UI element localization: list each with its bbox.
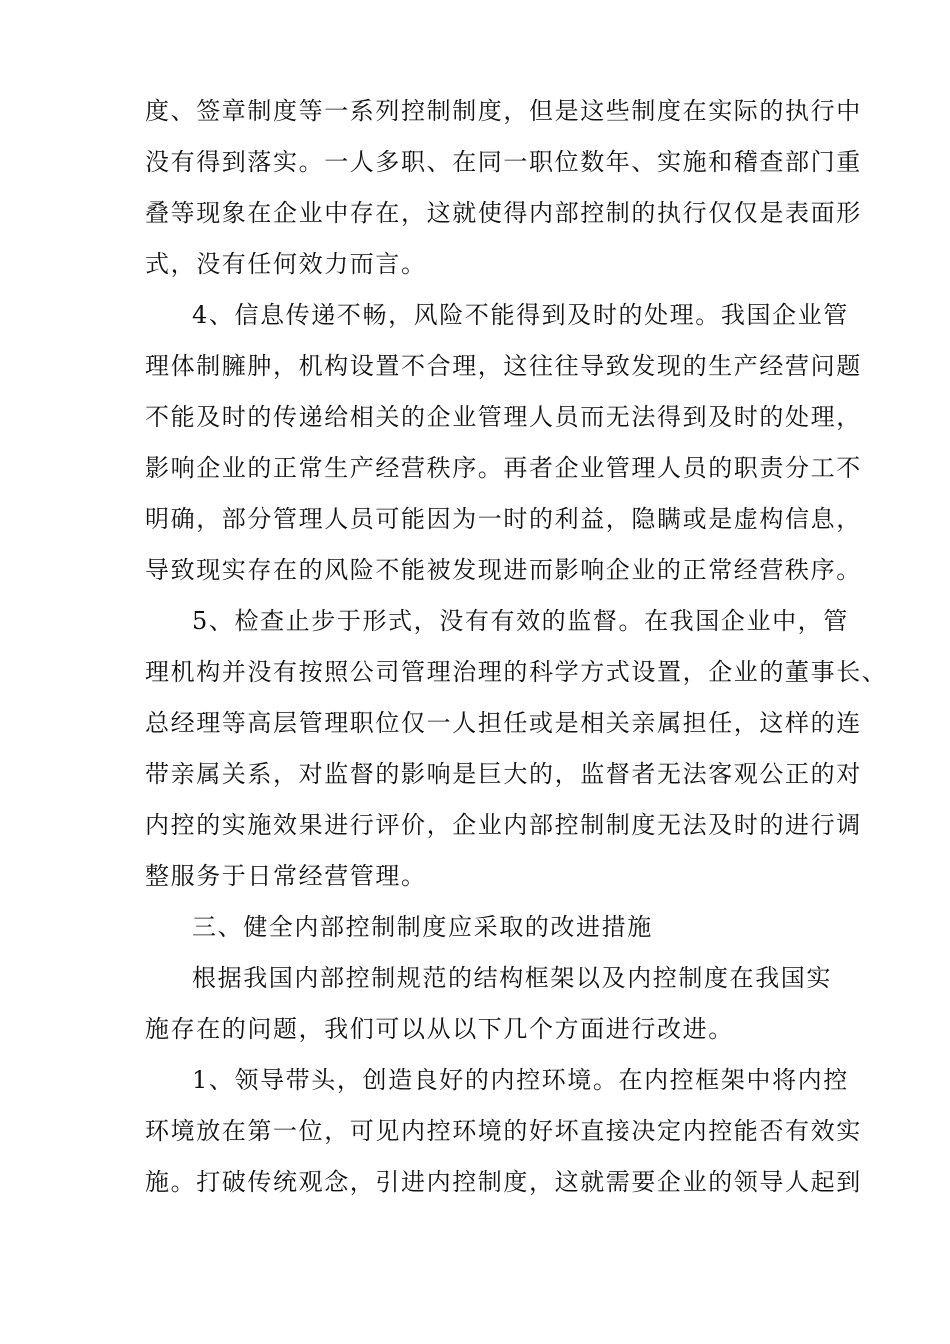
text-line-7: 不能及时的传递给相关的企业管理人员而无法得到及时的处理， (145, 403, 862, 431)
text-line-3: 叠等现象在企业中存在，这就使得内部控制的执行仅仅是表面形 (145, 199, 862, 227)
text-line-16: 整服务于日常经营管理。 (145, 862, 427, 890)
text-line-2: 没有得到落实。一人多职、在同一职位数年、实施和稽查部门重 (145, 148, 862, 176)
section-three-heading: 三、健全内部控制制度应采取的改进措施 (192, 913, 653, 941)
paragraph-1-heading-line: 1、领导带头，创造良好的内控环境。在内控框架中将内控 (192, 1066, 849, 1094)
text-line-10: 导致现实存在的风险不能被发现进而影响企业的正常经营秩序。 (145, 556, 862, 584)
text-line-1: 度、签章制度等一系列控制制度，但是这些制度在实际的执行中 (145, 97, 862, 125)
paragraph-5-heading-line: 5、检查止步于形式，没有有效的监督。在我国企业中，管 (192, 607, 849, 635)
text-line-22: 施。打破传统观念，引进内控制度，这就需要企业的领导人起到 (145, 1168, 862, 1196)
text-line-19: 施存在的问题，我们可以从以下几个方面进行改进。 (145, 1015, 734, 1043)
text-line-6: 理体制臃肿，机构设置不合理，这往往导致发现的生产经营问题 (145, 352, 862, 380)
text-line-21: 环境放在第一位，可见内控环境的好坏直接决定内控能否有效实 (145, 1117, 862, 1145)
text-line-14: 带亲属关系，对监督的影响是巨大的，监督者无法客观公正的对 (145, 760, 862, 788)
text-line-9: 明确，部分管理人员可能因为一时的利益，隐瞒或是虚构信息， (145, 505, 862, 533)
text-line-12: 理机构并没有按照公司管理治理的科学方式设置，企业的董事长、 (145, 658, 888, 686)
text-line-4: 式，没有任何效力而言。 (145, 250, 427, 278)
text-line-15: 内控的实施效果进行评价，企业内部控制制度无法及时的进行调 (145, 811, 862, 839)
paragraph-4-heading-line: 4、信息传递不畅，风险不能得到及时的处理。我国企业管 (192, 301, 849, 329)
text-line-8: 影响企业的正常生产经营秩序。再者企业管理人员的职责分工不 (145, 454, 862, 482)
text-line-13: 总经理等高层管理职位仅一人担任或是相关亲属担任，这样的连 (145, 709, 862, 737)
text-line-18: 根据我国内部控制规范的结构框架以及内控制度在我国实 (192, 964, 832, 992)
